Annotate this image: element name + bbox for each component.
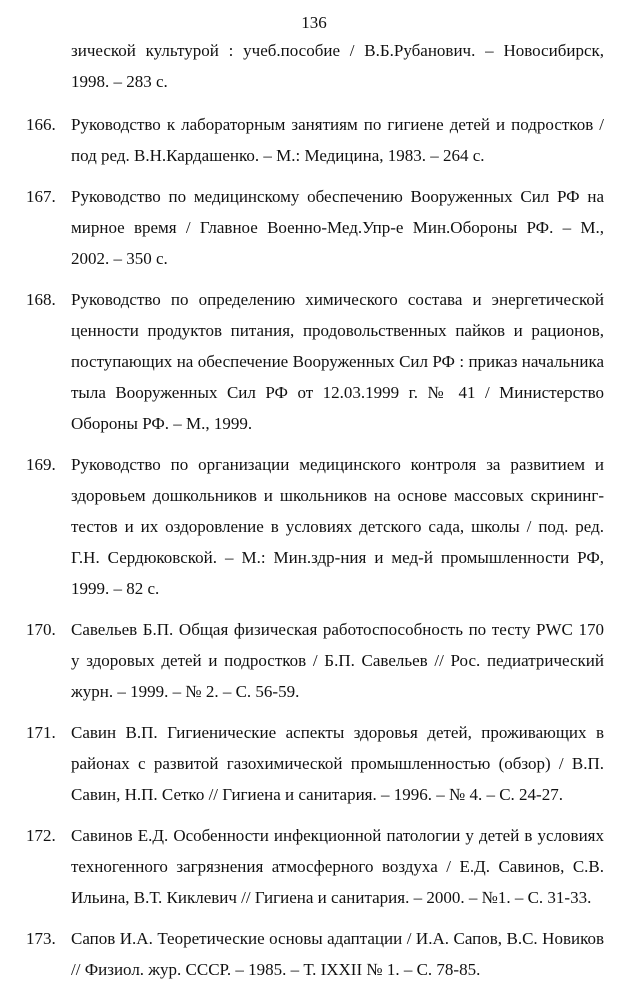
entry-text: Руководство к лабораторным занятиям по гигиене детей и подростков / под ред. В.Н.Кардашенко. – М.: Медицина, 1983. – 264 с.	[71, 115, 604, 165]
entry-text: Руководство по определению химического состава и энергетической ценности продуктов питания, продовольственных пайков и рационов, поступающих на обеспечение Вооруженных Сил РФ : приказ начальника тыла Вооруженных Сил РФ от 12.03.1999 г. № 41 / Министерство Обороны РФ. – М., 1999.	[71, 290, 604, 433]
entry-text: Руководство по организации медицинского контроля за развитием и здоровьем дошкольников и школьников на основе массовых скрининг-тестов и их оздоровление в условиях детского сада, школы / под. ред. Г.Н. Сердюковской. – М.: Мин.здр-ния и мед-й промышленности РФ, 1999. – 82 с.	[71, 455, 604, 598]
bibliography-entry-171	[26, 717, 604, 810]
entry-number: 169.	[26, 455, 56, 474]
bibliography-entry-167	[26, 181, 604, 274]
entry-text: Савин В.П. Гигиенические аспекты здоровья детей, проживающих в районах с развитой газохимической промышленностью (обзор) / В.П. Савин, Н.П. Сетко // Гигиена и санитария. – 1996. – № 4. – С. 24-27.	[71, 723, 604, 804]
entry-number: 170.	[26, 620, 56, 639]
bibliography-entry-170	[26, 614, 604, 707]
entry-number: 173.	[26, 929, 56, 948]
bibliography-entry-173	[26, 923, 604, 985]
entry-text: Савельев Б.П. Общая физическая работоспособность по тесту PWC 170 у здоровых детей и подростков / Б.П. Савельев // Рос. педиатрический журн. – 1999. – № 2. – С. 56-59.	[71, 620, 604, 701]
bibliography-entry-169	[26, 449, 604, 604]
entry-number: 172.	[26, 826, 56, 845]
continued-entry-text: зической культурой : учеб.пособие / В.Б.Рубанович. – Новосибирск, 1998. – 283 с.	[71, 41, 604, 91]
entry-number: 167.	[26, 187, 56, 206]
entry-text: Савинов Е.Д. Особенности инфекционной патологии у детей в условиях техногенного загрязнения атмосферного воздуха / Е.Д. Савинов, С.В. Ильина, В.Т. Киклевич // Гигиена и санитария. – 2000. – №1. – С. 31-33.	[71, 826, 604, 907]
entry-text: Руководство по медицинскому обеспечению Вооруженных Сил РФ на мирное время / Главное Военно-Мед.Упр-е Мин.Обороны РФ. – М., 2002. – 350 с.	[71, 187, 604, 268]
bibliography-entry-166	[26, 109, 604, 171]
bibliography-entry-172	[26, 820, 604, 913]
bibliography-entry-168	[26, 284, 604, 439]
entry-number: 166.	[26, 115, 56, 134]
bibliography-list	[26, 35, 604, 995]
entry-number: 168.	[26, 290, 56, 309]
page-number: 136	[301, 13, 327, 32]
entry-text: Сапов И.А. Теоретические основы адаптации / И.А. Сапов, В.С. Новиков // Физиол. жур. СССР. – 1985. – Т. IXXII № 1. – С. 78-85.	[71, 929, 604, 979]
entry-number: 171.	[26, 723, 56, 742]
